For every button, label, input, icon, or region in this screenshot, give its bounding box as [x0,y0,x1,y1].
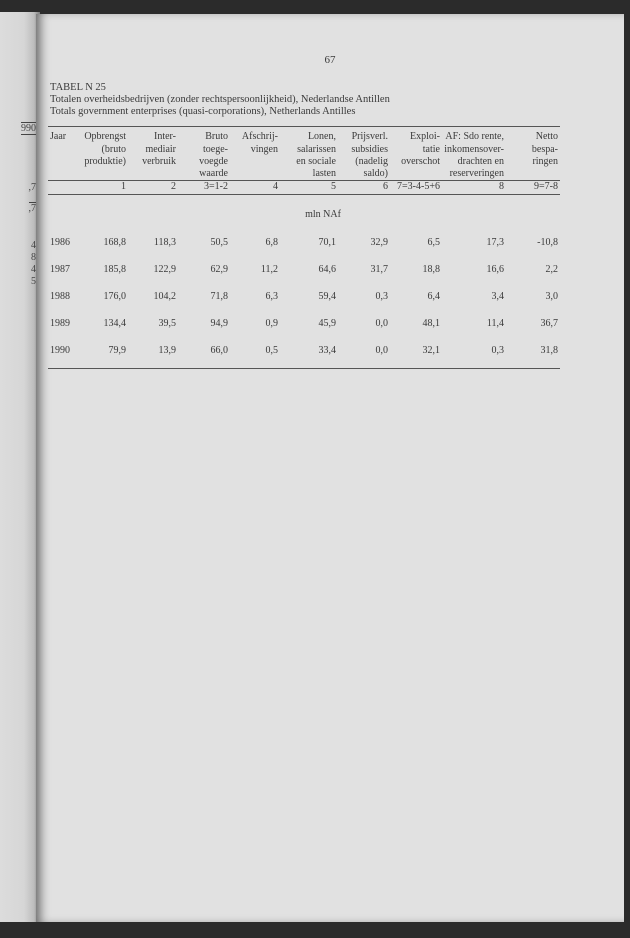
data-table-container [48,126,560,369]
cell: 3,0 [545,290,558,302]
column-number [48,181,78,195]
column-header: Lonen, [307,131,336,142]
cell: 11,2 [260,263,278,275]
cell: 0,5 [265,344,278,356]
cell: 79,9 [108,344,126,356]
cell: 17,3 [486,236,504,248]
column-header: ringen [532,156,558,167]
column-header [390,168,442,181]
table-bottom-rule [48,364,560,369]
prev-page-fragment: 990 [21,123,36,134]
column-header [506,168,560,181]
column-header [48,144,78,156]
header-row [48,156,560,168]
column-header: inkomensover- [444,144,504,155]
column-header: (bruto [101,144,126,155]
column-header: lasten [312,168,336,179]
cell: 6,8 [265,236,278,248]
cell: 6,5 [427,236,440,248]
cell: 0,3 [491,344,504,356]
cell-year: 1989 [50,317,70,329]
column-header [48,168,78,181]
table-title-dutch: Totalen overheidsbedrijven (zonder rechtspersoonlijkheid), Nederlandse Antillen [50,94,390,105]
column-number-row [48,181,560,195]
cell: 122,9 [153,263,176,275]
column-header: tatie [422,144,440,155]
column-header: overschot [401,156,440,167]
column-number: 9=7-8 [506,181,560,195]
column-header [128,168,178,181]
cell: 70,1 [318,236,336,248]
cell: 6,3 [265,290,278,302]
cell: 71,8 [210,290,228,302]
cell: 31,8 [540,344,558,356]
cell: 32,1 [422,344,440,356]
cell: 3,4 [491,290,504,302]
column-header: produktie) [84,156,126,167]
cell: 16,6 [486,263,504,275]
column-header: (nadelig [355,156,388,167]
column-number: 5 [280,181,338,195]
prev-page-fragment: 4 [31,240,36,251]
previous-page-edge [0,12,40,922]
cell: 50,5 [210,236,228,248]
cell: 0,3 [375,290,388,302]
cell-year: 1990 [50,344,70,356]
prev-page-fragment: 4 [31,264,36,275]
column-number: 3=1-2 [178,181,230,195]
column-header: toege- [203,144,228,155]
column-header: Netto [535,131,558,142]
column-header: drachten en [457,156,504,167]
cell: 2,2 [545,263,558,275]
table-row [48,283,560,310]
cell: 6,4 [427,290,440,302]
column-number: 2 [128,181,178,195]
cell: 36,7 [540,317,558,329]
cell: 118,3 [153,236,176,248]
column-header: Exploi- [410,131,440,142]
cell: 32,9 [370,236,388,248]
cell-year: 1986 [50,236,70,248]
cell: 33,4 [318,344,336,356]
page-number: 67 [324,54,336,66]
column-header: waarde [199,168,228,179]
cell: 62,9 [210,263,228,275]
column-header: Bruto [205,131,228,142]
column-header: Inter- [153,131,176,142]
column-header [230,156,280,168]
cell: 134,4 [103,317,126,329]
table-title-block [50,82,390,118]
column-header: Afschrij- [241,131,278,142]
cell: 39,5 [158,317,176,329]
unit-label: mln NAf [305,209,341,220]
column-header: subsidies [351,144,388,155]
table-row [48,256,560,283]
column-header: Jaar [50,131,67,142]
column-header: bespa- [531,144,558,155]
cell: 64,6 [318,263,336,275]
cell: 48,1 [422,317,440,329]
column-header [230,168,280,181]
unit-row [48,195,560,230]
cell: 13,9 [158,344,176,356]
cell: 168,8 [103,236,126,248]
cell-year: 1988 [50,290,70,302]
cell: 104,2 [153,290,176,302]
column-number: 6 [338,181,390,195]
table-id: TABEL N 25 [50,82,106,93]
cell: 0,9 [265,317,278,329]
column-header: AF: Sdo rente, [445,131,504,142]
cell: 185,8 [103,263,126,275]
cell: 0,0 [375,344,388,356]
column-number: 8 [442,181,506,195]
column-number: 4 [230,181,280,195]
column-header: salarissen [297,144,336,155]
column-header: saldo) [363,168,388,179]
column-header: voegde [199,156,228,167]
cell: 31,7 [370,263,388,275]
column-header [78,168,128,181]
cell: 94,9 [210,317,228,329]
cell: 59,4 [318,290,336,302]
cell: 45,9 [318,317,336,329]
prev-page-fragment: 5 [31,276,36,287]
table-row [48,337,560,364]
prev-page-fragment: 8 [31,252,36,263]
column-header [48,156,78,168]
cell: -10,8 [537,236,558,248]
cell: 11,4 [486,317,504,329]
column-header: vingen [250,144,278,155]
header-row [48,144,560,156]
prev-page-fragment: ,7 [28,203,36,214]
table-row [48,229,560,256]
prev-page-fragment: ,7 [28,182,36,193]
column-header: verbruik [142,156,176,167]
rule-cell [48,364,560,369]
cell: 66,0 [210,344,228,356]
column-header: reserveringen [449,168,504,179]
column-header: Prijsverl. [351,131,388,142]
column-number: 1 [78,181,128,195]
cell: 0,0 [375,317,388,329]
cell: 18,8 [422,263,440,275]
cell: 176,0 [103,290,126,302]
table-title-english: Totals government enterprises (quasi-corporations), Netherlands Antilles [50,106,356,117]
column-number: 7=3-4-5+6 [390,181,442,195]
column-header: en sociale [296,156,336,167]
header-row [48,168,560,181]
document-page [36,14,624,922]
enterprise-totals-table [48,126,560,369]
column-header: mediair [145,144,176,155]
table-row [48,310,560,337]
cell-year: 1987 [50,263,70,275]
column-header: Opbrengst [84,131,126,142]
header-row [48,127,560,145]
